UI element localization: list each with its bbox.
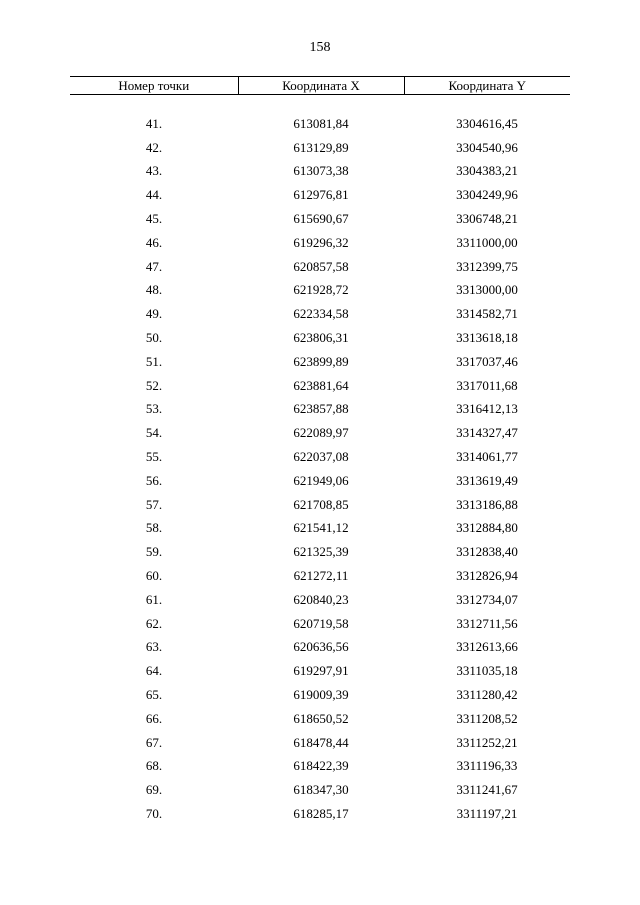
header-coordinate-x: Координата X bbox=[238, 77, 404, 95]
coordinate-y-cell: 3314327,47 bbox=[456, 425, 518, 441]
point-number-cell: 49. bbox=[145, 306, 163, 322]
coordinate-y-cell: 3312711,56 bbox=[456, 615, 518, 631]
coordinate-x-cell: 623881,64 bbox=[293, 377, 349, 393]
table-row bbox=[70, 469, 570, 493]
coordinate-x-cell: 623899,89 bbox=[293, 353, 349, 369]
coordinate-y-cell: 3304249,96 bbox=[456, 187, 518, 203]
point-number-cell: 64. bbox=[145, 663, 163, 679]
table-row bbox=[70, 540, 570, 564]
coordinate-y-cell: 3311241,67 bbox=[456, 782, 518, 798]
coordinate-x-cell: 621708,85 bbox=[293, 496, 349, 512]
coordinate-x-cell: 621272,11 bbox=[293, 568, 349, 584]
point-number-cell: 68. bbox=[145, 758, 163, 774]
table-row bbox=[70, 350, 570, 374]
coordinate-x-cell: 619296,32 bbox=[293, 234, 349, 250]
table-row bbox=[70, 612, 570, 636]
coordinate-x-cell: 619009,39 bbox=[293, 687, 349, 703]
point-number-cell: 47. bbox=[145, 258, 163, 274]
coordinate-x-cell: 618347,30 bbox=[293, 782, 349, 798]
coordinate-x-cell: 620719,58 bbox=[293, 615, 349, 631]
table-row bbox=[70, 802, 570, 826]
table-row bbox=[70, 255, 570, 279]
table-row bbox=[70, 112, 570, 136]
coordinate-x-cell: 619297,91 bbox=[293, 663, 349, 679]
table-row bbox=[70, 374, 570, 398]
coordinate-x-cell: 623806,31 bbox=[293, 330, 349, 346]
coordinate-y-cell: 3312884,80 bbox=[456, 520, 518, 536]
point-number-cell: 59. bbox=[145, 544, 163, 560]
coordinate-y-cell: 3312399,75 bbox=[456, 258, 518, 274]
coordinate-x-cell: 613129,89 bbox=[293, 139, 349, 155]
table-row bbox=[70, 588, 570, 612]
coordinate-y-cell: 3304540,96 bbox=[456, 139, 518, 155]
coordinate-y-cell: 3317011,68 bbox=[456, 377, 518, 393]
coordinate-y-cell: 3306748,21 bbox=[456, 211, 518, 227]
coordinate-x-cell: 621928,72 bbox=[293, 282, 349, 298]
point-number-cell: 52. bbox=[145, 377, 163, 393]
point-number-cell: 54. bbox=[145, 425, 163, 441]
point-number-cell: 69. bbox=[145, 782, 163, 798]
point-number-cell: 70. bbox=[145, 806, 163, 821]
point-number-cell: 53. bbox=[145, 401, 163, 417]
coordinate-y-cell: 3312734,07 bbox=[456, 591, 518, 607]
coordinate-x-cell: 622089,97 bbox=[293, 425, 349, 441]
table-row bbox=[70, 636, 570, 660]
point-number-cell: 45. bbox=[145, 211, 163, 227]
header-coordinate-y: Координата Y bbox=[404, 77, 570, 95]
table-row bbox=[70, 707, 570, 731]
point-number-cell: 50. bbox=[145, 330, 163, 346]
coordinate-x-cell: 618650,52 bbox=[293, 710, 349, 726]
coordinate-x-cell: 621325,39 bbox=[293, 544, 349, 560]
coordinate-y-cell: 3312838,40 bbox=[456, 544, 518, 560]
point-number-cell: 65. bbox=[145, 687, 163, 703]
table-header bbox=[70, 77, 570, 95]
coordinate-x-cell: 613073,38 bbox=[293, 163, 349, 179]
table-row bbox=[70, 136, 570, 160]
coordinate-x-cell: 613081,84 bbox=[293, 115, 349, 131]
coordinate-x-cell: 618285,17 bbox=[293, 806, 349, 821]
coordinate-y-cell: 3311035,18 bbox=[456, 663, 518, 679]
point-number-cell: 63. bbox=[145, 639, 163, 655]
coordinate-y-cell: 3316412,13 bbox=[456, 401, 518, 417]
point-number-cell: 66. bbox=[145, 710, 163, 726]
coordinate-y-cell: 3317037,46 bbox=[456, 353, 518, 369]
coordinate-y-cell: 3304383,21 bbox=[456, 163, 518, 179]
table-body bbox=[70, 95, 570, 826]
coordinate-x-cell: 615690,67 bbox=[293, 211, 349, 227]
point-number-cell: 61. bbox=[145, 591, 163, 607]
coordinate-x-cell: 622037,08 bbox=[293, 449, 349, 465]
coordinate-y-cell: 3313619,49 bbox=[456, 472, 518, 488]
table-row bbox=[70, 398, 570, 422]
coordinate-x-cell: 622334,58 bbox=[293, 306, 349, 322]
coordinate-y-cell: 3312613,66 bbox=[456, 639, 518, 655]
point-number-cell: 42. bbox=[145, 139, 163, 155]
table-row bbox=[70, 231, 570, 255]
page-number: 158 bbox=[309, 40, 331, 55]
table-row bbox=[70, 778, 570, 802]
point-number-cell: 58. bbox=[145, 520, 163, 536]
coordinate-y-cell: 3311000,00 bbox=[456, 234, 518, 250]
coordinate-x-cell: 621541,12 bbox=[293, 520, 349, 536]
table-row bbox=[70, 755, 570, 779]
table-row bbox=[70, 302, 570, 326]
coordinate-x-cell: 612976,81 bbox=[293, 187, 349, 203]
table-row bbox=[70, 279, 570, 303]
point-number-cell: 48. bbox=[145, 282, 163, 298]
point-number-cell: 41. bbox=[145, 115, 163, 131]
point-number-cell: 56. bbox=[145, 472, 163, 488]
point-number-cell: 55. bbox=[145, 449, 163, 465]
coordinate-y-cell: 3311280,42 bbox=[456, 687, 518, 703]
point-number-cell: 67. bbox=[145, 734, 163, 750]
coordinate-x-cell: 618478,44 bbox=[293, 734, 349, 750]
header-row bbox=[70, 77, 570, 95]
coordinate-x-cell: 620857,58 bbox=[293, 258, 349, 274]
coordinate-y-cell: 3312826,94 bbox=[456, 568, 518, 584]
coordinate-y-cell: 3311208,52 bbox=[456, 710, 518, 726]
coordinate-x-cell: 623857,88 bbox=[293, 401, 349, 417]
coordinate-y-cell: 3313618,18 bbox=[456, 330, 518, 346]
coordinate-y-cell: 3313000,00 bbox=[456, 282, 518, 298]
coordinate-y-cell: 3311196,33 bbox=[456, 758, 518, 774]
point-number-cell: 46. bbox=[145, 234, 163, 250]
table-row bbox=[70, 517, 570, 541]
header-point-number: Номер точки bbox=[70, 77, 238, 95]
table-row bbox=[70, 564, 570, 588]
coordinate-x-cell: 618422,39 bbox=[293, 758, 349, 774]
coordinate-x-cell: 621949,06 bbox=[293, 472, 349, 488]
point-number-cell: 57. bbox=[145, 496, 163, 512]
table-row bbox=[70, 207, 570, 231]
coordinate-y-cell: 3311197,21 bbox=[456, 806, 518, 821]
point-number-cell: 62. bbox=[145, 615, 163, 631]
table-row bbox=[70, 683, 570, 707]
coordinates-table bbox=[70, 76, 570, 826]
coordinate-x-cell: 620840,23 bbox=[293, 591, 349, 607]
coordinate-y-cell: 3304616,45 bbox=[456, 115, 518, 131]
table-row bbox=[70, 183, 570, 207]
table-row bbox=[70, 445, 570, 469]
table-row bbox=[70, 326, 570, 350]
coordinate-y-cell: 3314582,71 bbox=[456, 306, 518, 322]
header-spacer bbox=[70, 95, 570, 113]
table-row bbox=[70, 659, 570, 683]
point-number-cell: 60. bbox=[145, 568, 163, 584]
table-row bbox=[70, 731, 570, 755]
point-number-cell: 44. bbox=[145, 187, 163, 203]
table-row bbox=[70, 493, 570, 517]
table-row bbox=[70, 160, 570, 184]
coordinate-y-cell: 3314061,77 bbox=[456, 449, 518, 465]
point-number-cell: 43. bbox=[145, 163, 163, 179]
table-row bbox=[70, 421, 570, 445]
coordinate-y-cell: 3313186,88 bbox=[456, 496, 518, 512]
coordinate-y-cell: 3311252,21 bbox=[456, 734, 518, 750]
coordinate-x-cell: 620636,56 bbox=[293, 639, 349, 655]
point-number-cell: 51. bbox=[145, 353, 163, 369]
